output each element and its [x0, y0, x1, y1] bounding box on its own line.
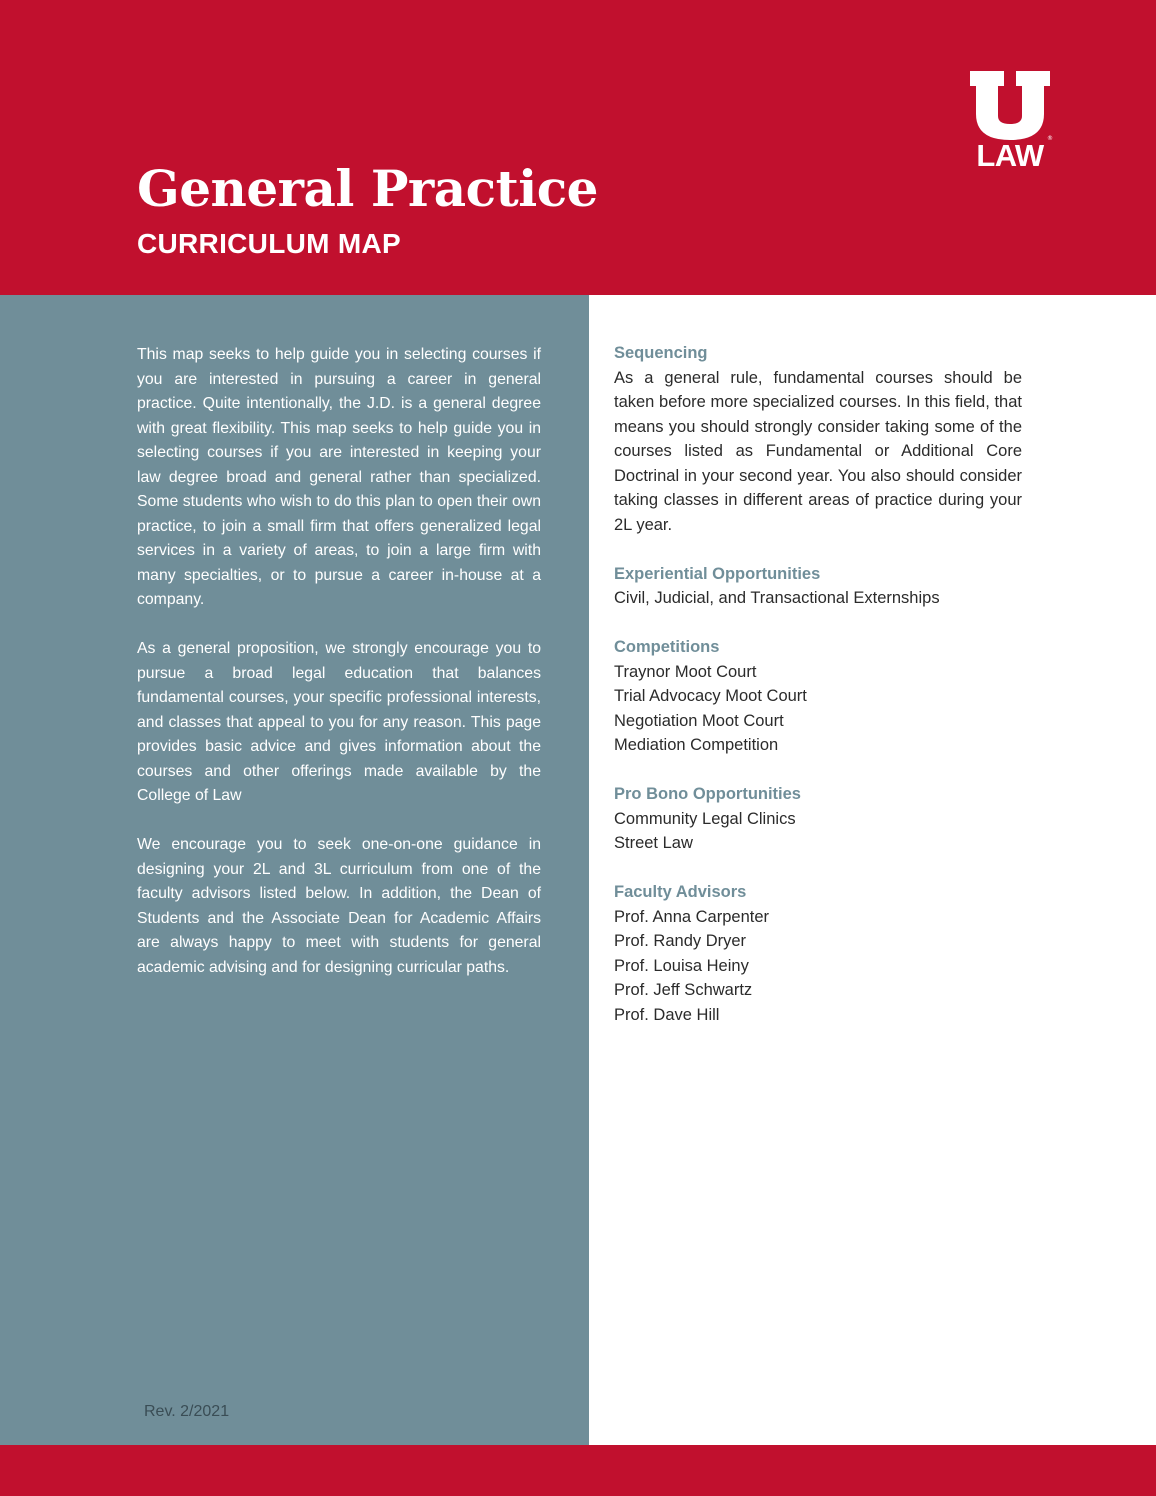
list-item: Trial Advocacy Moot Court	[614, 687, 807, 705]
list-item: Prof. Dave Hill	[614, 1005, 720, 1024]
sequencing-body: As a general rule, fundamental courses should be taken before more specialized courses. In this field, that means you should strongly consider taking some of the courses listed as Fundamental or Additional Core Doctrinal in your second year. You also should consider taking classes in different areas of practice during your 2L year.	[614, 368, 1022, 534]
sequencing-section	[614, 341, 1022, 537]
faculty-heading: Faculty Advisors	[614, 883, 747, 901]
footer-bar	[0, 1445, 1156, 1496]
competitions-section	[614, 635, 1022, 758]
list-item: Traynor Moot Court	[614, 662, 757, 681]
page-subtitle: CURRICULUM MAP	[137, 228, 401, 259]
intro-paragraph: We encourage you to seek one-on-one guidance in designing your 2L and 3L curriculum from one of the faculty advisors listed below. In addition, the Dean of Students and the Associate Dean for Academic Affairs are always happy to meet with students for general academic advising and for designing curricular paths.	[137, 836, 541, 976]
intro-text	[137, 343, 541, 1005]
sequencing-heading: Sequencing	[614, 344, 708, 362]
experiential-heading: Experiential Opportunities	[614, 564, 821, 583]
u-block-letter-icon	[968, 70, 1054, 140]
faculty-section	[614, 880, 1022, 1027]
pro-bono-heading: Pro Bono Opportunities	[614, 785, 801, 803]
logo-text: LAW	[976, 138, 1044, 173]
page-title: General Practice	[137, 159, 598, 218]
list-item: Prof. Anna Carpenter	[614, 907, 770, 926]
list-item: Civil, Judicial, and Transactional Externships	[614, 589, 940, 607]
faculty-list	[614, 905, 1022, 1028]
header-banner	[0, 0, 1156, 295]
revision-date: Rev. 2/2021	[144, 1403, 230, 1420]
list-item: Community Legal Clinics	[614, 809, 796, 828]
list-item: Negotiation Moot Court	[614, 711, 784, 730]
list-item: Prof. Jeff Schwartz	[614, 981, 753, 999]
intro-paragraph: As a general proposition, we strongly encourage you to pursue a broad legal education that balances fundamental courses, your specific professional interests, and classes that appeal to you for any reason. This page provides basic advice and gives information about the courses and other offerings made available by the College of Law	[137, 640, 541, 804]
pro-bono-section	[614, 782, 1022, 856]
intro-paragraph: This map seeks to help guide you in selecting courses if you are interested in pursuing a career in general practice. Quite intentionally, the J.D. is a general degree with great flexibility. This map seeks to help guide you in selecting courses if you are interested in keeping your law degree broad and general rather than specialized. Some students who wish to do this plan to open their own practice, to join a small firm that offers generalized legal services in a variety of areas, to join a large firm with many specialties, or to pursue a career in-house at a company.	[137, 346, 541, 608]
intro-panel	[0, 295, 589, 1445]
svg-text:®: ®	[1047, 135, 1053, 140]
list-item: Street Law	[614, 834, 693, 852]
list-item: Mediation Competition	[614, 736, 779, 754]
details-column	[614, 341, 1022, 1052]
list-item: Prof. Randy Dryer	[614, 932, 747, 950]
pro-bono-list	[614, 807, 1022, 856]
u-law-logo	[964, 70, 1060, 174]
competitions-heading: Competitions	[614, 638, 720, 656]
competitions-list	[614, 660, 1022, 758]
experiential-section	[614, 562, 1022, 611]
experiential-list	[614, 586, 1022, 611]
list-item: Prof. Louisa Heiny	[614, 956, 749, 975]
